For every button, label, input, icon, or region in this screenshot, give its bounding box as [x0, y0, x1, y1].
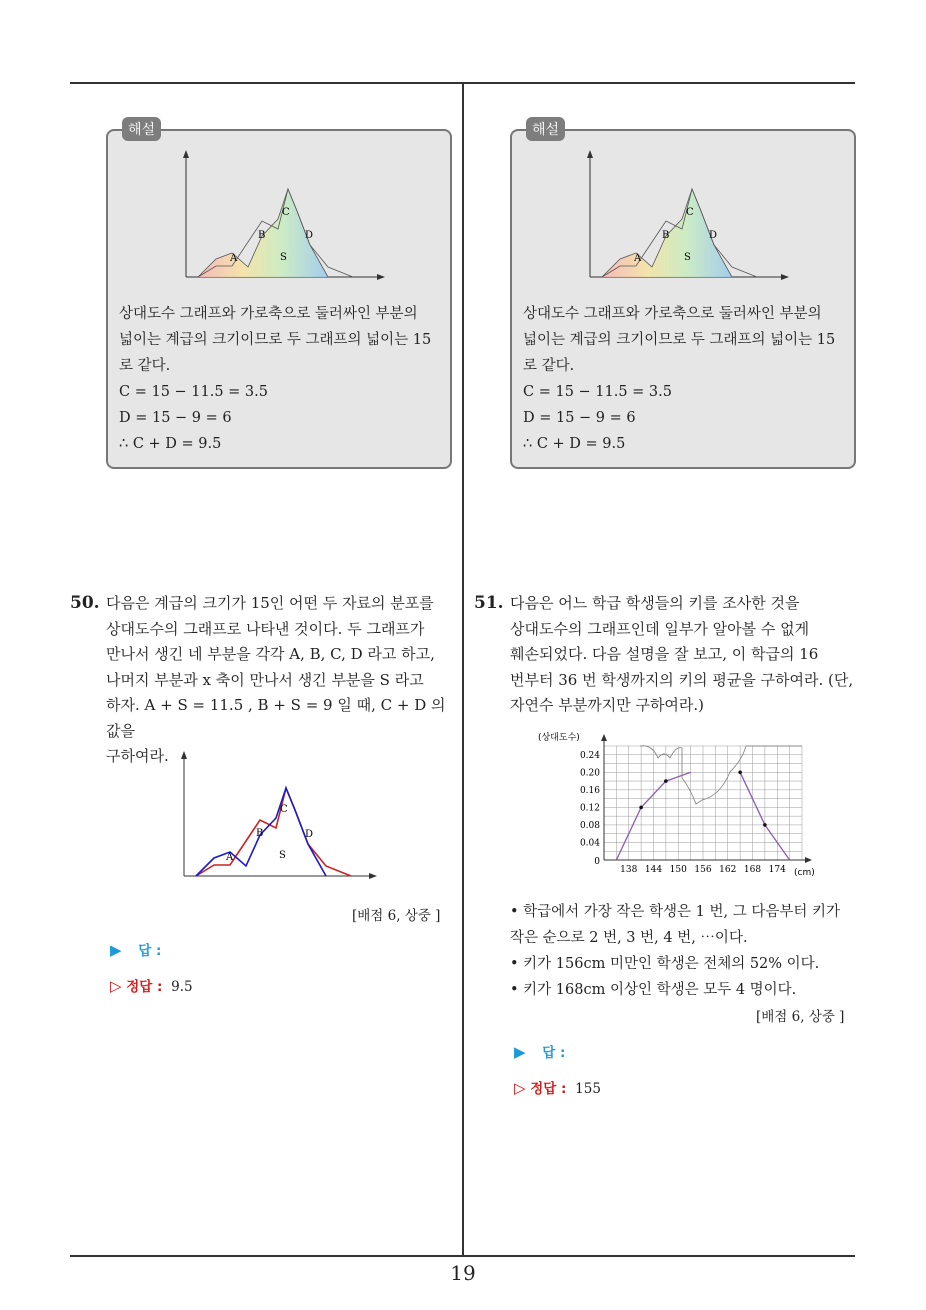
- solution-line: D = 15 − 9 = 6: [523, 410, 636, 426]
- problem-line: 상대도수의 그래프로 나타낸 것이다. 두 그래프가: [106, 619, 425, 638]
- problem-line: 나머지 부분과 x 축이 만나서 생긴 부분을 S 라고: [106, 670, 424, 689]
- problem-line: 구하여라.: [106, 747, 169, 765]
- solution-line: 넓이는 계급의 크기이므로 두 그래프의 넓이는 15: [523, 332, 836, 348]
- graph-label-b: B: [258, 230, 266, 241]
- condition-line: 작은 순으로 2 번, 3 번, 4 번, ⋯이다.: [510, 930, 748, 946]
- origin-label: 0: [594, 857, 600, 867]
- problem-line: 만나서 생긴 네 부분을 각각 A, B, C, D 라고 하고,: [106, 645, 435, 663]
- correct-arrow-icon: ▷: [514, 1079, 526, 1097]
- graph-label-a: A: [634, 253, 642, 264]
- column-divider: [462, 84, 464, 1256]
- solution-line: C = 15 − 11.5 = 3.5: [523, 384, 672, 400]
- problem-line: 자연수 부분까지만 구하여라.): [510, 696, 705, 714]
- graph-label-b: B: [662, 230, 670, 241]
- y-tick-label: 0.20: [579, 768, 600, 779]
- y-axis-label: (상대도수): [538, 733, 580, 743]
- correct-value: 155: [575, 1081, 601, 1097]
- y-tick-label: 0.12: [579, 803, 600, 814]
- problem-line: 다음은 어느 학급 학생들의 키를 조사한 것을: [510, 594, 800, 612]
- x-tick-label: 174: [768, 865, 786, 875]
- answer-arrow-icon: ▶: [110, 941, 122, 959]
- solution-graph: [178, 149, 393, 289]
- solution-line: 로 같다.: [523, 358, 575, 374]
- correct-label: 정답 :: [126, 979, 163, 995]
- y-tick-label: 0.16: [579, 785, 600, 796]
- problem-line: 하자. A + S = 11.5 , B + S = 9 일 때, C + D 의 값을: [106, 696, 446, 740]
- score-label: [배점 6, 상중 ]: [352, 908, 441, 924]
- graph-label-a: A: [226, 852, 234, 863]
- problem-line: 다음은 계급의 크기가 15인 어떤 두 자료의 분포를: [106, 594, 434, 612]
- x-tick-label: 168: [743, 865, 762, 875]
- problem-number: 50.: [70, 593, 100, 613]
- graph-label-s: S: [279, 850, 286, 861]
- solution-tag: 해설: [526, 117, 565, 141]
- graph-label-c: C: [686, 207, 694, 218]
- data-point: [639, 806, 643, 810]
- condition-line: • 키가 156cm 미만인 학생은 전체의 52% 이다.: [510, 956, 820, 972]
- page-number: 19: [450, 1261, 476, 1285]
- graph-label-d: D: [709, 230, 718, 241]
- solution-line: 상대도수 그래프와 가로축으로 둘러싸인 부분의: [523, 306, 822, 322]
- answer-row: [110, 939, 161, 959]
- answer-row: [514, 1041, 565, 1061]
- solution-box-right: [510, 122, 856, 469]
- graph-label-a: A: [230, 253, 238, 264]
- problem-text: [510, 591, 859, 719]
- solution-box-left: [106, 122, 452, 469]
- graph-label-s: S: [684, 252, 691, 263]
- graph-label-b: B: [256, 828, 264, 839]
- problem-line: 번부터 36 번 학생까지의 키의 평균을 구하여라. (단,: [510, 670, 854, 689]
- graph-label-d: D: [305, 230, 314, 241]
- x-axis-label: (cm): [794, 868, 815, 878]
- solution-tag: 해설: [122, 117, 161, 141]
- answer-label: 답 :: [542, 1045, 566, 1061]
- solution-text: [523, 301, 849, 457]
- answer-arrow-icon: ▶: [514, 1043, 526, 1061]
- solution-line: 상대도수 그래프와 가로축으로 둘러싸인 부분의: [119, 306, 418, 322]
- condition-line: • 학급에서 가장 작은 학생은 1 번, 그 다음부터 키가: [510, 904, 841, 920]
- y-axis-arrow: [601, 734, 607, 741]
- solution-line: 넓이는 계급의 크기이므로 두 그래프의 넓이는 15: [119, 332, 432, 348]
- solution-line: ∴ C + D = 9.5: [119, 436, 222, 452]
- correct-answer-row: [110, 975, 193, 995]
- correct-arrow-icon: ▷: [110, 977, 122, 995]
- relative-frequency-chart: [530, 728, 830, 880]
- y-tick-label: 0.04: [579, 838, 600, 849]
- x-tick-label: 144: [644, 865, 663, 875]
- problem-50-graph: [176, 748, 386, 884]
- solution-text: [119, 301, 445, 457]
- problem-line: 상대도수의 그래프인데 일부가 알아볼 수 없게: [510, 619, 810, 638]
- problem-number: 51.: [474, 593, 504, 613]
- data-point: [664, 779, 668, 783]
- problem-51-conditions: [510, 899, 860, 1003]
- correct-value: 9.5: [171, 979, 193, 995]
- correct-answer-row: [514, 1077, 601, 1097]
- problem-line: 훼손되었다. 다음 설명을 잘 보고, 이 학급의 16: [510, 645, 819, 663]
- graph-label-s: S: [280, 252, 287, 263]
- x-tick-label: 138: [620, 865, 638, 875]
- solution-line: ∴ C + D = 9.5: [523, 436, 626, 452]
- bottom-rule: [70, 1255, 855, 1257]
- data-point: [738, 771, 742, 775]
- x-tick-label: 156: [694, 865, 712, 875]
- solution-graph: [582, 149, 797, 289]
- solution-line: D = 15 − 9 = 6: [119, 410, 232, 426]
- x-tick-label: 150: [669, 865, 687, 875]
- damaged-area-outline: [640, 746, 802, 804]
- graph-label-d: D: [305, 829, 314, 840]
- correct-label: 정답 :: [530, 1081, 567, 1097]
- data-point: [763, 823, 767, 827]
- solution-line: C = 15 − 11.5 = 3.5: [119, 384, 268, 400]
- answer-label: 답 :: [138, 943, 162, 959]
- condition-line: • 키가 168cm 이상인 학생은 모두 4 명이다.: [510, 982, 797, 998]
- x-axis-arrow: [805, 857, 812, 863]
- score-label: [배점 6, 상중 ]: [756, 1009, 845, 1025]
- x-tick-label: 162: [719, 865, 737, 875]
- y-tick-label: 0.08: [579, 820, 600, 831]
- problem-text: [106, 591, 458, 770]
- solution-line: 로 같다.: [119, 358, 171, 374]
- graph-label-c: C: [282, 207, 290, 218]
- y-tick-label: 0.24: [579, 750, 600, 761]
- graph-label-c: C: [280, 804, 288, 815]
